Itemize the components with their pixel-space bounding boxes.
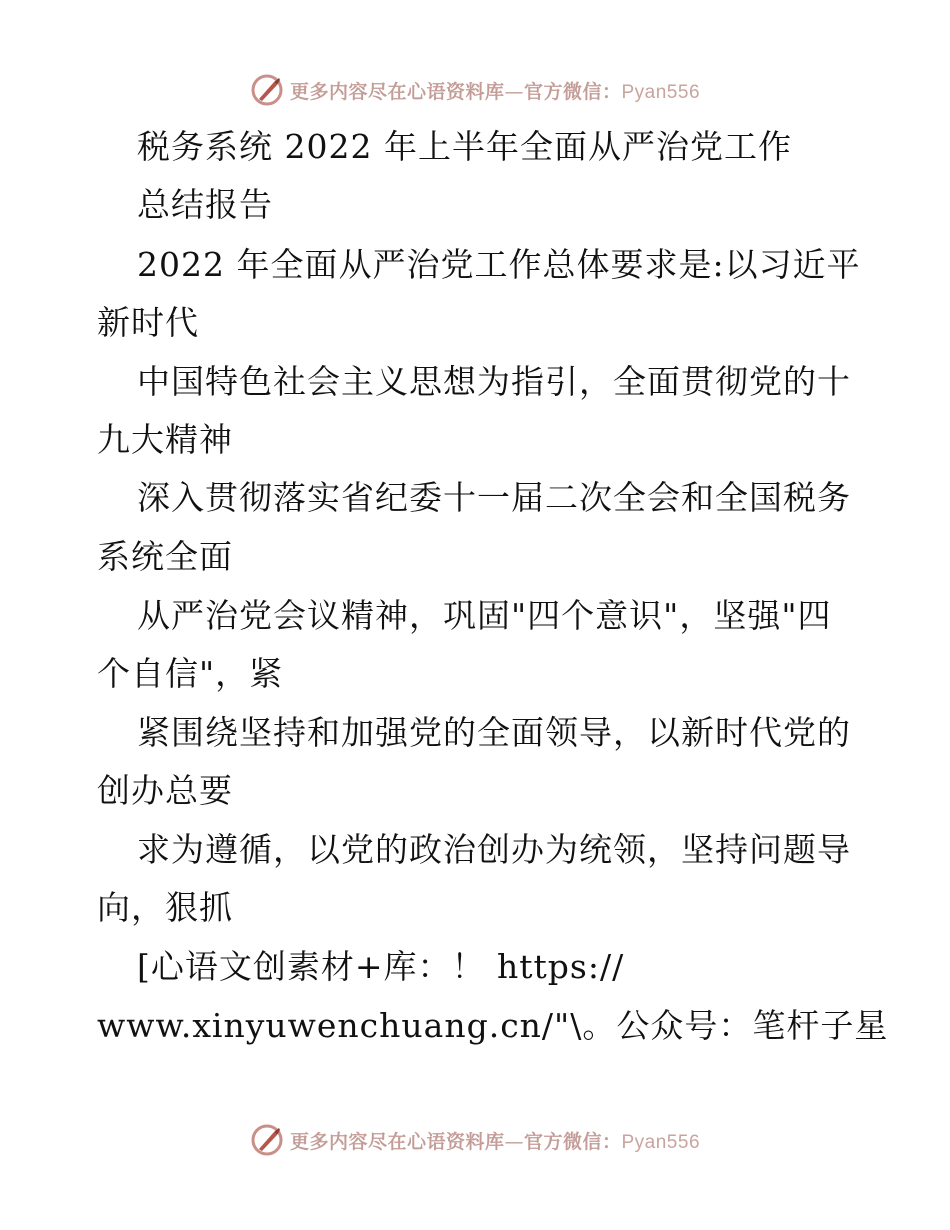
watermark-text: 更多内容尽在心语资料库—官方微信：Pyan556 xyxy=(289,1130,701,1153)
doc-line: 深入贯彻落实省纪委十一届二次全会和全国税务 xyxy=(137,478,851,517)
doc-line: www.xinyuwenchuang.cn/"\。公众号：笔杆子星 xyxy=(97,1006,889,1045)
watermark-text: 更多内容尽在心语资料库—官方微信：Pyan556 xyxy=(289,80,701,103)
pen-nib-logo-icon xyxy=(250,73,284,107)
header-watermark xyxy=(0,70,950,110)
doc-line: 从严治党会议精神，巩固"四个意识"，坚强"四 xyxy=(137,596,832,635)
doc-line: 个自信"，紧 xyxy=(97,654,284,693)
doc-line: 求为遵循，以党的政治创办为统领，坚持问题导 xyxy=(137,830,851,869)
doc-title-line-1: 税务系统 2022 年上半年全面从严治党工作 xyxy=(137,127,792,166)
doc-title-line-2: 总结报告 xyxy=(137,185,273,224)
footer-watermark xyxy=(0,1120,950,1160)
doc-line: 中国特色社会主义思想为指引，全面贯彻党的十 xyxy=(137,362,851,401)
doc-line: [心语文创素材+库：！ https:// xyxy=(137,947,625,986)
doc-line: 紧围绕坚持和加强党的全面领导，以新时代党的 xyxy=(137,713,851,752)
doc-line: 创办总要 xyxy=(97,771,233,810)
doc-line: 九大精神 xyxy=(97,420,233,459)
doc-line: 2022 年全面从严治党工作总体要求是:以习近平 xyxy=(137,245,861,284)
doc-line: 向，狠抓 xyxy=(97,888,233,927)
doc-line: 系统全面 xyxy=(97,537,233,576)
doc-line: 新时代 xyxy=(97,303,199,342)
pen-nib-logo-icon xyxy=(250,1123,284,1157)
